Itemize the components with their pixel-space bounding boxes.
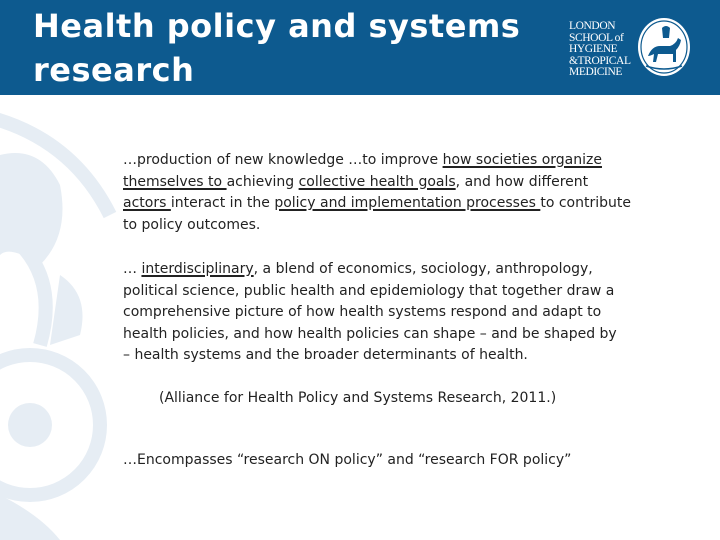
underlined-phrase: collective health goals: [298, 173, 456, 190]
slide-title: Health policy and systems research: [33, 7, 521, 89]
underlined-phrase: how societies organize themselves to: [123, 152, 602, 190]
text-fragment: …production of new knowledge …to improve: [123, 152, 443, 168]
text-fragment: to contribute to policy outcomes.: [123, 195, 631, 233]
underlined-phrase: actors: [123, 195, 171, 212]
underlined-phrase: interdisciplinary: [141, 261, 254, 277]
citation: (Alliance for Health Policy and Systems Research, 2011.): [159, 390, 557, 406]
watermark-figure-icon: [0, 95, 140, 540]
text-fragment: , a blend of economics, sociology, anthropology, political science, public health and epidemiology that together draw a comprehensive picture of how health systems respond and adapt to health policies, and how health policies can shape – and be shaped by – health systems and the broader determinants of health.: [123, 261, 617, 364]
interdisciplinary-paragraph: [123, 259, 628, 367]
text-fragment: interact in the: [170, 195, 275, 212]
lshtm-crest-icon: [636, 16, 692, 78]
logo-line-1: LONDON: [569, 20, 616, 32]
closing-statement: …Encompasses “research ON policy” and “research FOR policy”: [123, 452, 572, 468]
logo-line-2: SCHOOL of: [569, 31, 624, 44]
text-fragment: , and how different: [455, 173, 589, 190]
definition-paragraph: [123, 150, 633, 236]
text-fragment: achieving: [226, 173, 299, 190]
institution-logo-text: [569, 21, 639, 79]
underlined-phrase: policy and implementation processes: [274, 195, 541, 212]
slide-header: [0, 0, 720, 95]
logo-line-4: &TROPICAL: [569, 54, 631, 67]
text-fragment: …: [123, 261, 142, 277]
logo-line-3: HYGIENE: [569, 43, 618, 55]
logo-line-5: MEDICINE: [569, 66, 623, 78]
